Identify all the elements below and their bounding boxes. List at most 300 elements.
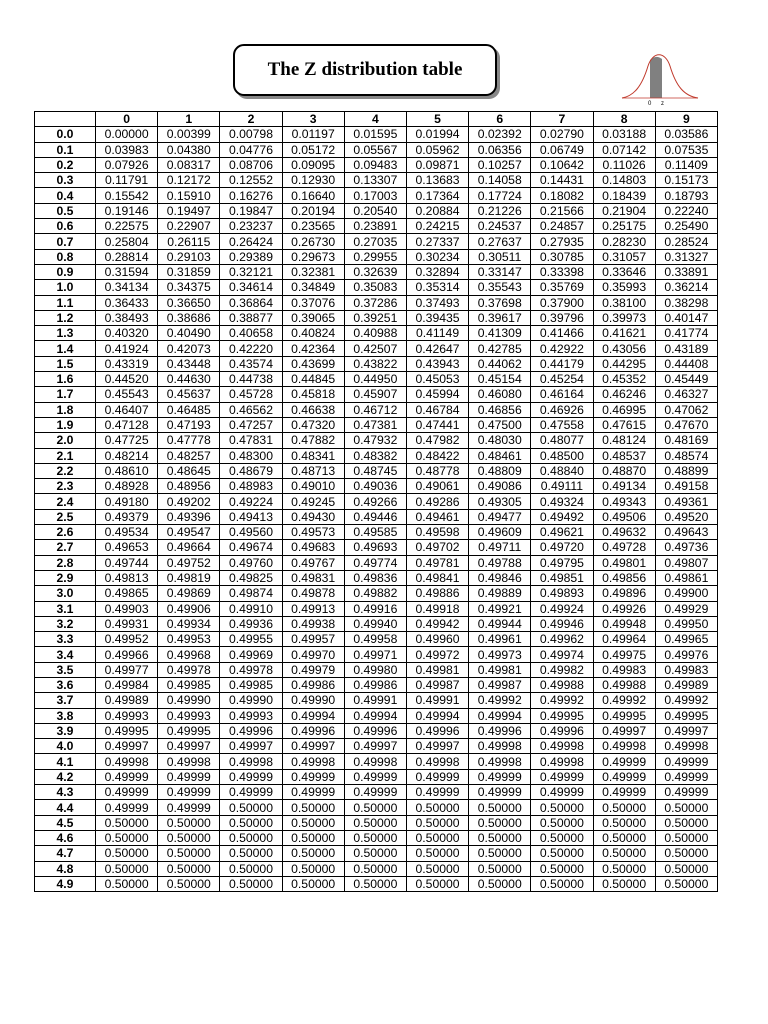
probability-cell: 0.24857 (531, 219, 593, 234)
table-row (35, 173, 718, 188)
probability-cell: 0.49343 (593, 494, 655, 509)
probability-cell: 0.00798 (220, 127, 282, 142)
probability-cell: 0.49978 (220, 662, 282, 677)
probability-cell: 0.48745 (344, 463, 406, 478)
probability-cell: 0.49982 (531, 662, 593, 677)
corner-cell (35, 112, 96, 127)
table-row (35, 525, 718, 540)
probability-cell: 0.49929 (655, 601, 717, 616)
probability-cell: 0.50000 (282, 800, 344, 815)
probability-cell: 0.07142 (593, 142, 655, 157)
probability-cell: 0.42364 (282, 341, 344, 356)
probability-cell: 0.49998 (344, 754, 406, 769)
probability-cell: 0.46164 (531, 387, 593, 402)
probability-cell: 0.50000 (593, 830, 655, 845)
probability-cell: 0.44062 (469, 356, 531, 371)
probability-cell: 0.47381 (344, 417, 406, 432)
probability-cell: 0.34849 (282, 280, 344, 295)
probability-cell: 0.37286 (344, 295, 406, 310)
curve-label-zero: 0 (648, 101, 652, 106)
probability-cell: 0.49992 (531, 693, 593, 708)
z-value-cell: 0.0 (35, 127, 96, 142)
probability-cell: 0.49752 (158, 555, 220, 570)
probability-cell: 0.49934 (158, 616, 220, 631)
header-row (35, 112, 718, 127)
probability-cell: 0.20194 (282, 203, 344, 218)
probability-cell: 0.38686 (158, 310, 220, 325)
probability-cell: 0.49995 (96, 723, 158, 738)
column-header: 4 (344, 112, 406, 127)
probability-cell: 0.00399 (158, 127, 220, 142)
probability-cell: 0.50000 (220, 830, 282, 845)
probability-cell: 0.49952 (96, 632, 158, 647)
probability-cell: 0.47128 (96, 417, 158, 432)
table-row (35, 830, 718, 845)
table-row (35, 326, 718, 341)
probability-cell: 0.49986 (282, 677, 344, 692)
probability-cell: 0.46485 (158, 402, 220, 417)
probability-cell: 0.49999 (282, 785, 344, 800)
z-value-cell: 2.3 (35, 479, 96, 494)
z-value-cell: 3.8 (35, 708, 96, 723)
probability-cell: 0.49413 (220, 509, 282, 524)
probability-cell: 0.31057 (593, 249, 655, 264)
z-value-cell: 2.6 (35, 525, 96, 540)
table-row (35, 861, 718, 876)
probability-cell: 0.49781 (406, 555, 468, 570)
column-header: 6 (469, 112, 531, 127)
probability-cell: 0.49711 (469, 540, 531, 555)
probability-cell: 0.43319 (96, 356, 158, 371)
probability-cell: 0.49996 (220, 723, 282, 738)
probability-cell: 0.49086 (469, 479, 531, 494)
probability-cell: 0.49931 (96, 616, 158, 631)
table-row (35, 540, 718, 555)
probability-cell: 0.39435 (406, 310, 468, 325)
z-value-cell: 4.4 (35, 800, 96, 815)
z-value-cell: 1.7 (35, 387, 96, 402)
table-row (35, 586, 718, 601)
probability-cell: 0.48870 (593, 463, 655, 478)
probability-cell: 0.32121 (220, 264, 282, 279)
probability-cell: 0.40147 (655, 310, 717, 325)
probability-cell: 0.48840 (531, 463, 593, 478)
probability-cell: 0.49913 (282, 601, 344, 616)
table-row (35, 693, 718, 708)
table-row (35, 448, 718, 463)
probability-cell: 0.49990 (158, 693, 220, 708)
probability-cell: 0.42647 (406, 341, 468, 356)
probability-cell: 0.43189 (655, 341, 717, 356)
probability-cell: 0.01197 (282, 127, 344, 142)
probability-cell: 0.30511 (469, 249, 531, 264)
probability-cell: 0.38298 (655, 295, 717, 310)
z-value-cell: 2.1 (35, 448, 96, 463)
z-value-cell: 3.9 (35, 723, 96, 738)
probability-cell: 0.48899 (655, 463, 717, 478)
z-value-cell: 4.7 (35, 846, 96, 861)
z-value-cell: 0.8 (35, 249, 96, 264)
probability-cell: 0.49865 (96, 586, 158, 601)
probability-cell: 0.49910 (220, 601, 282, 616)
probability-cell: 0.44845 (282, 372, 344, 387)
probability-cell: 0.47320 (282, 417, 344, 432)
probability-cell: 0.43699 (282, 356, 344, 371)
table-row (35, 341, 718, 356)
probability-cell: 0.49966 (96, 647, 158, 662)
probability-cell: 0.43448 (158, 356, 220, 371)
probability-cell: 0.49807 (655, 555, 717, 570)
column-header: 3 (282, 112, 344, 127)
table-row (35, 127, 718, 142)
probability-cell: 0.50000 (655, 861, 717, 876)
probability-cell: 0.11409 (655, 157, 717, 172)
probability-cell: 0.03983 (96, 142, 158, 157)
probability-cell: 0.50000 (344, 876, 406, 891)
z-value-cell: 0.5 (35, 203, 96, 218)
probability-cell: 0.19847 (220, 203, 282, 218)
table-row (35, 632, 718, 647)
probability-cell: 0.49999 (344, 785, 406, 800)
probability-cell: 0.49971 (344, 647, 406, 662)
probability-cell: 0.49461 (406, 509, 468, 524)
probability-cell: 0.17003 (344, 188, 406, 203)
probability-cell: 0.50000 (344, 861, 406, 876)
probability-cell: 0.44295 (593, 356, 655, 371)
probability-cell: 0.50000 (531, 861, 593, 876)
probability-cell: 0.47193 (158, 417, 220, 432)
probability-cell: 0.35769 (531, 280, 593, 295)
probability-cell: 0.49992 (655, 693, 717, 708)
probability-cell: 0.49948 (593, 616, 655, 631)
probability-cell: 0.46638 (282, 402, 344, 417)
probability-cell: 0.49767 (282, 555, 344, 570)
probability-cell: 0.48500 (531, 448, 593, 463)
z-value-cell: 2.9 (35, 570, 96, 585)
probability-cell: 0.50000 (469, 876, 531, 891)
table-row (35, 739, 718, 754)
probability-cell: 0.49134 (593, 479, 655, 494)
probability-cell: 0.50000 (158, 815, 220, 830)
probability-cell: 0.49955 (220, 632, 282, 647)
probability-cell: 0.07926 (96, 157, 158, 172)
probability-cell: 0.49996 (469, 723, 531, 738)
table-row (35, 295, 718, 310)
probability-cell: 0.49983 (593, 662, 655, 677)
probability-cell: 0.48679 (220, 463, 282, 478)
probability-cell: 0.49995 (531, 708, 593, 723)
probability-cell: 0.49998 (531, 739, 593, 754)
probability-cell: 0.49999 (593, 785, 655, 800)
probability-cell: 0.18793 (655, 188, 717, 203)
probability-cell: 0.04776 (220, 142, 282, 157)
probability-cell: 0.26424 (220, 234, 282, 249)
probability-cell: 0.49702 (406, 540, 468, 555)
probability-cell: 0.09095 (282, 157, 344, 172)
probability-cell: 0.49998 (593, 739, 655, 754)
probability-cell: 0.49999 (593, 769, 655, 784)
probability-cell: 0.49999 (469, 769, 531, 784)
probability-cell: 0.49998 (406, 754, 468, 769)
probability-cell: 0.47670 (655, 417, 717, 432)
probability-cell: 0.49989 (655, 677, 717, 692)
probability-cell: 0.05962 (406, 142, 468, 157)
z-value-cell: 3.0 (35, 586, 96, 601)
z-value-cell: 0.2 (35, 157, 96, 172)
table-row (35, 677, 718, 692)
probability-cell: 0.50000 (406, 861, 468, 876)
z-value-cell: 0.9 (35, 264, 96, 279)
table-row (35, 249, 718, 264)
probability-cell: 0.46856 (469, 402, 531, 417)
z-value-cell: 2.5 (35, 509, 96, 524)
probability-cell: 0.50000 (531, 800, 593, 815)
table-row (35, 723, 718, 738)
probability-cell: 0.49609 (469, 525, 531, 540)
probability-cell: 0.49996 (344, 723, 406, 738)
probability-cell: 0.49643 (655, 525, 717, 540)
probability-cell: 0.06356 (469, 142, 531, 157)
probability-cell: 0.48809 (469, 463, 531, 478)
probability-cell: 0.43943 (406, 356, 468, 371)
probability-cell: 0.35083 (344, 280, 406, 295)
probability-cell: 0.32639 (344, 264, 406, 279)
column-header: 9 (655, 112, 717, 127)
probability-cell: 0.49010 (282, 479, 344, 494)
probability-cell: 0.44179 (531, 356, 593, 371)
probability-cell: 0.50000 (655, 830, 717, 845)
probability-cell: 0.49997 (406, 739, 468, 754)
z-table (34, 111, 718, 892)
probability-cell: 0.49999 (469, 785, 531, 800)
probability-cell: 0.50000 (282, 846, 344, 861)
probability-cell: 0.49995 (158, 723, 220, 738)
probability-cell: 0.49950 (655, 616, 717, 631)
probability-cell: 0.50000 (531, 815, 593, 830)
probability-cell: 0.39796 (531, 310, 593, 325)
probability-cell: 0.50000 (469, 815, 531, 830)
table-row (35, 387, 718, 402)
probability-cell: 0.13307 (344, 173, 406, 188)
probability-cell: 0.49994 (282, 708, 344, 723)
probability-cell: 0.47831 (220, 433, 282, 448)
probability-cell: 0.23891 (344, 219, 406, 234)
table-row (35, 188, 718, 203)
probability-cell: 0.49961 (469, 632, 531, 647)
probability-cell: 0.42922 (531, 341, 593, 356)
z-value-cell: 3.7 (35, 693, 96, 708)
probability-cell: 0.45818 (282, 387, 344, 402)
probability-cell: 0.47441 (406, 417, 468, 432)
column-header: 5 (406, 112, 468, 127)
probability-cell: 0.15910 (158, 188, 220, 203)
probability-cell: 0.37076 (282, 295, 344, 310)
probability-cell: 0.33646 (593, 264, 655, 279)
probability-cell: 0.04380 (158, 142, 220, 157)
probability-cell: 0.50000 (469, 846, 531, 861)
probability-cell: 0.49999 (406, 769, 468, 784)
probability-cell: 0.27935 (531, 234, 593, 249)
probability-cell: 0.44630 (158, 372, 220, 387)
probability-cell: 0.44520 (96, 372, 158, 387)
probability-cell: 0.49994 (344, 708, 406, 723)
probability-cell: 0.47615 (593, 417, 655, 432)
table-row (35, 479, 718, 494)
probability-cell: 0.50000 (593, 815, 655, 830)
probability-cell: 0.45994 (406, 387, 468, 402)
probability-cell: 0.50000 (344, 815, 406, 830)
probability-cell: 0.49992 (469, 693, 531, 708)
probability-cell: 0.49991 (406, 693, 468, 708)
probability-cell: 0.09871 (406, 157, 468, 172)
probability-cell: 0.00000 (96, 127, 158, 142)
probability-cell: 0.29955 (344, 249, 406, 264)
probability-cell: 0.39973 (593, 310, 655, 325)
table-row (35, 219, 718, 234)
probability-cell: 0.49999 (158, 769, 220, 784)
probability-cell: 0.33398 (531, 264, 593, 279)
z-value-cell: 4.2 (35, 769, 96, 784)
probability-cell: 0.49598 (406, 525, 468, 540)
table-row (35, 463, 718, 478)
probability-cell: 0.15542 (96, 188, 158, 203)
probability-cell: 0.36864 (220, 295, 282, 310)
z-value-cell: 0.4 (35, 188, 96, 203)
probability-cell: 0.49975 (593, 647, 655, 662)
table-row (35, 555, 718, 570)
probability-cell: 0.49918 (406, 601, 468, 616)
probability-cell: 0.49999 (96, 785, 158, 800)
z-value-cell: 1.9 (35, 417, 96, 432)
probability-cell: 0.47725 (96, 433, 158, 448)
probability-cell: 0.49819 (158, 570, 220, 585)
probability-cell: 0.49744 (96, 555, 158, 570)
probability-cell: 0.38100 (593, 295, 655, 310)
probability-cell: 0.49728 (593, 540, 655, 555)
probability-cell: 0.49993 (220, 708, 282, 723)
probability-cell: 0.42220 (220, 341, 282, 356)
probability-cell: 0.47932 (344, 433, 406, 448)
probability-cell: 0.35993 (593, 280, 655, 295)
probability-cell: 0.19146 (96, 203, 158, 218)
probability-cell: 0.49986 (344, 677, 406, 692)
probability-cell: 0.03188 (593, 127, 655, 142)
table-row (35, 234, 718, 249)
probability-cell: 0.50000 (469, 800, 531, 815)
probability-cell: 0.49997 (220, 739, 282, 754)
probability-cell: 0.41924 (96, 341, 158, 356)
probability-cell: 0.49856 (593, 570, 655, 585)
table-row (35, 310, 718, 325)
probability-cell: 0.50000 (282, 861, 344, 876)
probability-cell: 0.49585 (344, 525, 406, 540)
probability-cell: 0.33147 (469, 264, 531, 279)
probability-cell: 0.49993 (158, 708, 220, 723)
table-row (35, 356, 718, 371)
probability-cell: 0.31327 (655, 249, 717, 264)
z-value-cell: 3.3 (35, 632, 96, 647)
probability-cell: 0.50000 (220, 815, 282, 830)
probability-cell: 0.49926 (593, 601, 655, 616)
probability-cell: 0.01595 (344, 127, 406, 142)
probability-cell: 0.40824 (282, 326, 344, 341)
probability-cell: 0.47062 (655, 402, 717, 417)
probability-cell: 0.48077 (531, 433, 593, 448)
probability-cell: 0.05567 (344, 142, 406, 157)
z-value-cell: 0.7 (35, 234, 96, 249)
probability-cell: 0.49861 (655, 570, 717, 585)
probability-cell: 0.49361 (655, 494, 717, 509)
probability-cell: 0.49998 (655, 739, 717, 754)
probability-cell: 0.06749 (531, 142, 593, 157)
probability-cell: 0.28230 (593, 234, 655, 249)
probability-cell: 0.11026 (593, 157, 655, 172)
probability-cell: 0.50000 (531, 830, 593, 845)
probability-cell: 0.49916 (344, 601, 406, 616)
probability-cell: 0.50000 (406, 830, 468, 845)
probability-cell: 0.49988 (531, 677, 593, 692)
probability-cell: 0.30234 (406, 249, 468, 264)
probability-cell: 0.49942 (406, 616, 468, 631)
probability-cell: 0.49995 (655, 708, 717, 723)
probability-cell: 0.20540 (344, 203, 406, 218)
probability-cell: 0.35543 (469, 280, 531, 295)
probability-cell: 0.28814 (96, 249, 158, 264)
probability-cell: 0.49999 (531, 769, 593, 784)
probability-cell: 0.46080 (469, 387, 531, 402)
probability-cell: 0.31859 (158, 264, 220, 279)
probability-cell: 0.45449 (655, 372, 717, 387)
probability-cell: 0.26730 (282, 234, 344, 249)
probability-cell: 0.48422 (406, 448, 468, 463)
shaded-area (650, 57, 662, 98)
probability-cell: 0.49940 (344, 616, 406, 631)
probability-cell: 0.49573 (282, 525, 344, 540)
probability-cell: 0.48169 (655, 433, 717, 448)
page-title: The Z distribution table (267, 59, 463, 80)
probability-cell: 0.48645 (158, 463, 220, 478)
table-row (35, 616, 718, 631)
probability-cell: 0.49981 (469, 662, 531, 677)
probability-cell: 0.49266 (344, 494, 406, 509)
table-row (35, 800, 718, 815)
probability-cell: 0.49974 (531, 647, 593, 662)
probability-cell: 0.50000 (593, 800, 655, 815)
column-header: 8 (593, 112, 655, 127)
probability-cell: 0.22240 (655, 203, 717, 218)
probability-cell: 0.50000 (220, 861, 282, 876)
z-value-cell: 4.6 (35, 830, 96, 845)
probability-cell: 0.49985 (158, 677, 220, 692)
probability-cell: 0.45053 (406, 372, 468, 387)
z-value-cell: 4.5 (35, 815, 96, 830)
probability-cell: 0.48124 (593, 433, 655, 448)
probability-cell: 0.48257 (158, 448, 220, 463)
probability-cell: 0.49621 (531, 525, 593, 540)
probability-cell: 0.37698 (469, 295, 531, 310)
probability-cell: 0.49972 (406, 647, 468, 662)
probability-cell: 0.50000 (220, 846, 282, 861)
z-value-cell: 2.7 (35, 540, 96, 555)
probability-cell: 0.49379 (96, 509, 158, 524)
probability-cell: 0.49981 (406, 662, 468, 677)
probability-cell: 0.34614 (220, 280, 282, 295)
probability-cell: 0.14058 (469, 173, 531, 188)
probability-cell: 0.22575 (96, 219, 158, 234)
probability-cell: 0.49991 (344, 693, 406, 708)
table-row (35, 402, 718, 417)
probability-cell: 0.50000 (158, 846, 220, 861)
